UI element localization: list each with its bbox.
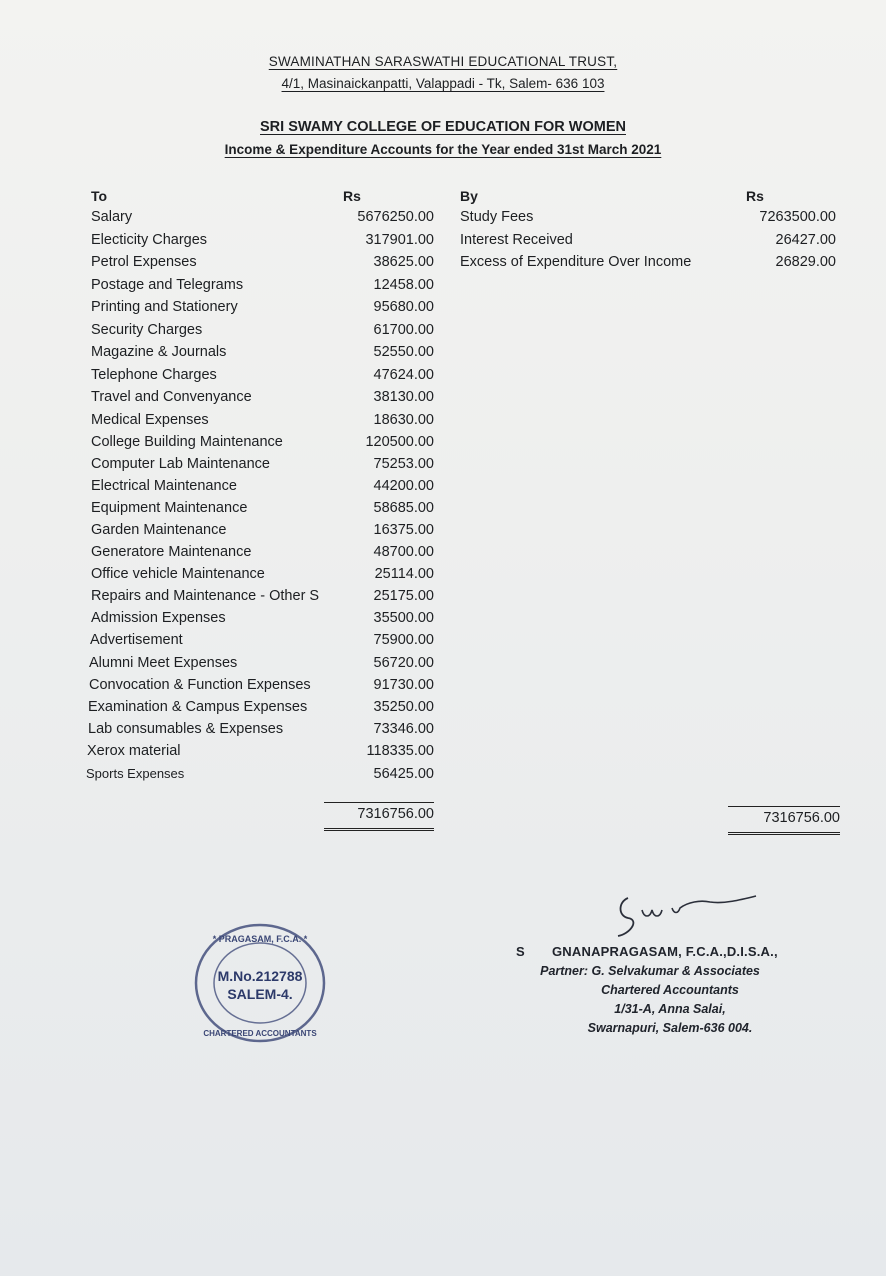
list-item-amount: 7263500.00	[759, 209, 836, 225]
handwritten-signature-icon	[600, 880, 760, 940]
list-item-label: Lab consumables & Expenses	[88, 721, 284, 737]
list-item-amount: 25114.00	[374, 566, 434, 582]
left-amount-header: Rs	[343, 188, 361, 204]
signatory-partner: Partner: G. Selvakumar & Associates	[540, 964, 760, 978]
list-item-amount: 35500.00	[373, 610, 434, 626]
list-item-amount: 35250.00	[373, 699, 434, 715]
list-item-label: Xerox material	[87, 743, 181, 759]
list-item-label: Repairs and Maintenance - Other S	[91, 588, 320, 604]
list-item-amount: 16375.00	[373, 522, 434, 538]
list-item-label: Postage and Telegrams	[91, 277, 244, 293]
list-item-label: Petrol Expenses	[91, 254, 197, 270]
list-item-label: Equipment Maintenance	[91, 500, 248, 516]
list-item-label: Salary	[91, 209, 133, 225]
trust-address	[0, 76, 886, 91]
list-item-amount: 317901.00	[365, 232, 434, 248]
list-item-amount: 56720.00	[373, 655, 434, 671]
list-item-amount: 5676250.00	[357, 209, 434, 225]
seal-place: SALEM-4.	[227, 986, 293, 1002]
list-item-label: Electicity Charges	[91, 232, 208, 248]
statement-title	[0, 142, 886, 157]
list-item-amount: 75900.00	[373, 632, 434, 648]
list-item-label: Study Fees	[460, 209, 534, 225]
list-item-amount: 26427.00	[775, 232, 836, 248]
list-item-label: Interest Received	[460, 232, 573, 248]
list-item-amount: 48700.00	[373, 544, 434, 560]
trust-address-text: 4/1, Masinaickanpatti, Valappadi - Tk, Salem- 636 103	[281, 76, 605, 91]
list-item-label: Medical Expenses	[91, 412, 209, 428]
left-label-header: To	[91, 188, 108, 204]
list-item-amount: 58685.00	[373, 500, 434, 516]
list-item-amount: 26829.00	[775, 254, 836, 270]
list-item-label: Garden Maintenance	[91, 522, 227, 538]
trust-name-text: SWAMINATHAN SARASWATHI EDUCATIONAL TRUST,	[268, 54, 618, 69]
right-amount-header: Rs	[746, 188, 764, 204]
statement-title-text: Income & Expenditure Accounts for the Year ended 31st March 2021	[224, 142, 662, 157]
list-item-amount: 61700.00	[373, 322, 434, 338]
list-item-amount: 73346.00	[373, 721, 434, 737]
college-name-text: SRI SWAMY COLLEGE OF EDUCATION FOR WOMEN	[260, 119, 626, 135]
list-item-label: Examination & Campus Expenses	[88, 699, 308, 715]
list-item-amount: 120500.00	[365, 434, 434, 450]
list-item-label: Travel and Convenyance	[91, 389, 252, 405]
seal-membership: M.No.212788	[217, 968, 303, 984]
signatory-street: 1/31-A, Anna Salai,	[614, 1002, 726, 1016]
list-item-label: Magazine & Journals	[91, 344, 227, 360]
list-item-label: Electrical Maintenance	[91, 478, 237, 494]
list-item-label: Convocation & Function Expenses	[89, 677, 311, 693]
list-item-amount: 25175.00	[373, 588, 434, 604]
right-label-header: By	[460, 188, 478, 204]
list-item-amount: 75253.00	[373, 456, 434, 472]
list-item-amount: 38130.00	[373, 389, 434, 405]
list-item-label: Security Charges	[91, 322, 203, 338]
list-item-label: Admission Expenses	[91, 610, 226, 626]
list-item-amount: 47624.00	[373, 367, 434, 383]
list-item-label: College Building Maintenance	[91, 434, 283, 450]
list-item-amount: 12458.00	[373, 277, 434, 293]
signatory-name: GNANAPRAGASAM, F.C.A.,D.I.S.A.,	[552, 944, 778, 959]
list-item-label: Excess of Expenditure Over Income	[460, 254, 692, 270]
expenditure-total: 7316756.00	[324, 802, 434, 831]
chartered-accountant-seal	[190, 918, 330, 1048]
list-item-amount: 52550.00	[373, 344, 434, 360]
list-item-amount: 44200.00	[373, 478, 434, 494]
svg-text:CHARTERED ACCOUNTANTS: CHARTERED ACCOUNTANTS	[203, 1029, 317, 1038]
list-item-label: Computer Lab Maintenance	[91, 456, 270, 472]
list-item-amount: 18630.00	[373, 412, 434, 428]
list-item-amount: 91730.00	[373, 677, 434, 693]
list-item-amount: 95680.00	[373, 299, 434, 315]
signatory-name-prefix: S	[516, 944, 525, 959]
list-item-label: Printing and Stationery	[91, 299, 238, 315]
list-item-amount: 38625.00	[373, 254, 434, 270]
list-item-label: Sports Expenses	[86, 766, 185, 781]
college-name	[0, 119, 886, 135]
list-item-label: Telephone Charges	[91, 367, 217, 383]
svg-text:* PRAGASAM, F.C.A. *: * PRAGASAM, F.C.A. *	[212, 934, 308, 944]
trust-name	[0, 54, 886, 69]
list-item-label: Office vehicle Maintenance	[91, 566, 265, 582]
signatory-firm-role: Chartered Accountants	[601, 983, 739, 997]
signatory-city: Swarnapuri, Salem-636 004.	[587, 1021, 753, 1035]
list-item-label: Advertisement	[90, 632, 183, 648]
list-item-amount: 56425.00	[373, 766, 434, 782]
list-item-label: Generatore Maintenance	[91, 544, 252, 560]
income-total: 7316756.00	[728, 806, 840, 835]
list-item-label: Alumni Meet Expenses	[89, 655, 238, 671]
list-item-amount: 118335.00	[366, 743, 434, 759]
